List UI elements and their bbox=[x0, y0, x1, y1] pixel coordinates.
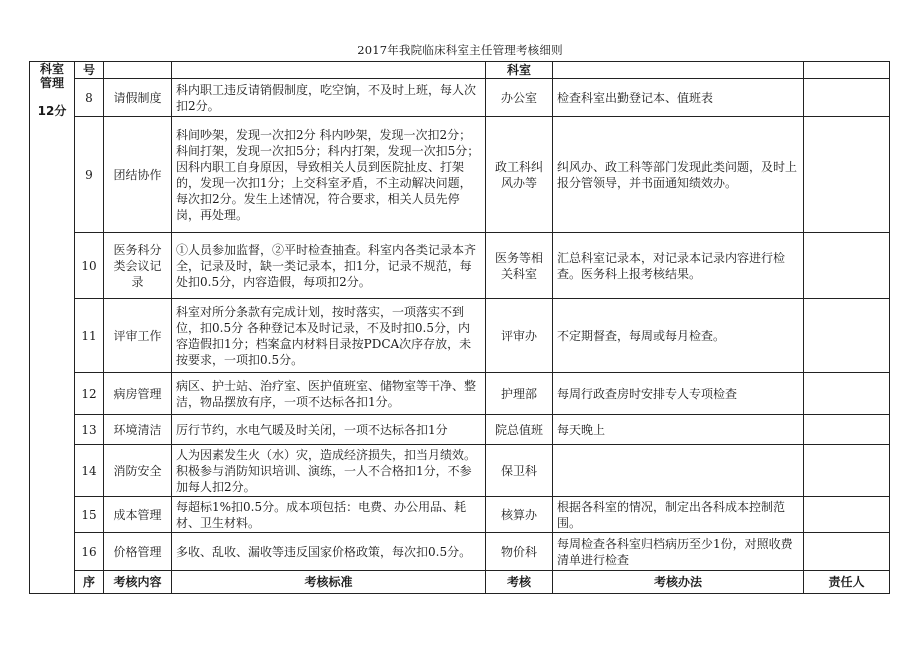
row-number: 12 bbox=[75, 373, 104, 415]
assessing-dept: 核算办 bbox=[486, 497, 553, 533]
table-row bbox=[30, 373, 890, 415]
assessing-dept: 医务等相关科室 bbox=[486, 233, 553, 299]
header-resp bbox=[804, 62, 890, 79]
assessment-standard: 每超标1%扣0.5分。成本项包括：电费、办公用品、耗材、卫生材料。 bbox=[172, 497, 486, 533]
assessment-standard: 科内职工违反请销假制度，吃空饷，不及时上班，每人次扣2分。 bbox=[172, 79, 486, 117]
responsible-person bbox=[804, 415, 890, 445]
table-row bbox=[30, 533, 890, 571]
assessment-standard: 科间吵架，发现一次扣2分 科内吵架，发现一次扣2分；科间打架，发现一次扣5分；科内打架，发现一次扣5分；因科内职工自身原因，导致相关人员到医院扯皮、打架的，发现一次扣1分；上交科室矛盾，不主动解决问题，每次扣2分。发生上述情况，符合要求，相关人员先停岗，再处理。 bbox=[172, 117, 486, 233]
assessment-standard: 人为因素发生火（水）灾，造成经济损失，扣当月绩效。积极参与消防知识培训、演练，一人不合格扣1分，不参加每人扣2分。 bbox=[172, 445, 486, 497]
assessment-method bbox=[553, 445, 804, 497]
assessment-item: 团结协作 bbox=[104, 117, 172, 233]
assessment-item: 病房管理 bbox=[104, 373, 172, 415]
responsible-person bbox=[804, 445, 890, 497]
footer-header-row bbox=[30, 571, 890, 594]
table-row bbox=[30, 445, 890, 497]
responsible-person bbox=[804, 373, 890, 415]
row-number: 14 bbox=[75, 445, 104, 497]
assessment-standard: 多收、乱收、漏收等违反国家价格政策，每次扣0.5分。 bbox=[172, 533, 486, 571]
assessing-dept: 保卫科 bbox=[486, 445, 553, 497]
responsible-person bbox=[804, 79, 890, 117]
assessment-standard: ①人员参加监督，②平时检查抽查。科室内各类记录本齐全，记录及时，缺一类记录本，扣1分，记录不规范，每处扣0.5分，内容造假，每项扣2分。 bbox=[172, 233, 486, 299]
table-row bbox=[30, 497, 890, 533]
row-number: 8 bbox=[75, 79, 104, 117]
responsible-person bbox=[804, 533, 890, 571]
row-number: 15 bbox=[75, 497, 104, 533]
row-number: 16 bbox=[75, 533, 104, 571]
table-row bbox=[30, 415, 890, 445]
row-number: 10 bbox=[75, 233, 104, 299]
assessment-item: 消防安全 bbox=[104, 445, 172, 497]
assessing-dept: 院总值班 bbox=[486, 415, 553, 445]
assessment-method: 每天晚上 bbox=[553, 415, 804, 445]
header-method bbox=[553, 62, 804, 79]
header-row bbox=[30, 62, 890, 79]
assessment-method: 不定期督查，每周或每月检查。 bbox=[553, 299, 804, 373]
assessment-item: 评审工作 bbox=[104, 299, 172, 373]
footer-dept: 考核 bbox=[486, 571, 553, 594]
responsible-person bbox=[804, 497, 890, 533]
row-number: 9 bbox=[75, 117, 104, 233]
table-row bbox=[30, 79, 890, 117]
header-no: 号 bbox=[75, 62, 104, 79]
assessing-dept: 办公室 bbox=[486, 79, 553, 117]
assessment-table bbox=[29, 61, 890, 594]
header-dept: 科室 bbox=[486, 62, 553, 79]
footer-standard: 考核标准 bbox=[172, 571, 486, 594]
assessment-standard: 病区、护士站、治疗室、医护值班室、储物室等干净、整洁，物品摆放有序，一项不达标各扣1分。 bbox=[172, 373, 486, 415]
footer-resp: 责任人 bbox=[804, 571, 890, 594]
category-label bbox=[30, 62, 75, 594]
assessment-method: 检查科室出勤登记本、值班表 bbox=[553, 79, 804, 117]
document-title: 2017年我院临床科室主任管理考核细则 bbox=[357, 43, 563, 57]
assessment-item: 医务科分类会议记录 bbox=[104, 233, 172, 299]
assessment-method: 每周行政查房时安排专人专项检查 bbox=[553, 373, 804, 415]
table-row bbox=[30, 117, 890, 233]
assessment-method: 汇总科室记录本，对记录本记录内容进行检查。医务科上报考核结果。 bbox=[553, 233, 804, 299]
footer-item: 考核内容 bbox=[104, 571, 172, 594]
table-row bbox=[30, 233, 890, 299]
assessing-dept: 物价科 bbox=[486, 533, 553, 571]
header-standard bbox=[172, 62, 486, 79]
header-item bbox=[104, 62, 172, 79]
table-row bbox=[30, 299, 890, 373]
responsible-person bbox=[804, 117, 890, 233]
responsible-person bbox=[804, 299, 890, 373]
category-score: 12分 bbox=[37, 104, 67, 118]
assessment-item: 请假制度 bbox=[104, 79, 172, 117]
assessment-item: 成本管理 bbox=[104, 497, 172, 533]
footer-no: 序 bbox=[75, 571, 104, 594]
assessment-standard: 科室对所分条款有完成计划，按时落实，一项落实不到位，扣0.5分 各种登记本及时记录，不及时扣0.5分，内容造假扣1分；档案盒内材料目录按PDCA次序存放，未按要求，一项扣0.5分。 bbox=[172, 299, 486, 373]
assessment-item: 环境清洁 bbox=[104, 415, 172, 445]
assessing-dept: 护理部 bbox=[486, 373, 553, 415]
assessing-dept: 评审办 bbox=[486, 299, 553, 373]
assessing-dept: 政工科纠风办等 bbox=[486, 117, 553, 233]
category-label-line2: 管理 bbox=[39, 76, 64, 90]
assessment-item: 价格管理 bbox=[104, 533, 172, 571]
row-number: 13 bbox=[75, 415, 104, 445]
assessment-method: 根据各科室的情况，制定出各科成本控制范围。 bbox=[553, 497, 804, 533]
assessment-method: 每周检查各科室归档病历至少1份，对照收费清单进行检查 bbox=[553, 533, 804, 571]
footer-method: 考核办法 bbox=[553, 571, 804, 594]
assessment-method: 纠风办、政工科等部门发现此类问题，及时上报分管领导，并书面通知绩效办。 bbox=[553, 117, 804, 233]
row-number: 11 bbox=[75, 299, 104, 373]
assessment-standard: 厉行节约，水电气暖及时关闭，一项不达标各扣1分 bbox=[172, 415, 486, 445]
category-label-line1: 科室 bbox=[39, 62, 64, 76]
responsible-person bbox=[804, 233, 890, 299]
